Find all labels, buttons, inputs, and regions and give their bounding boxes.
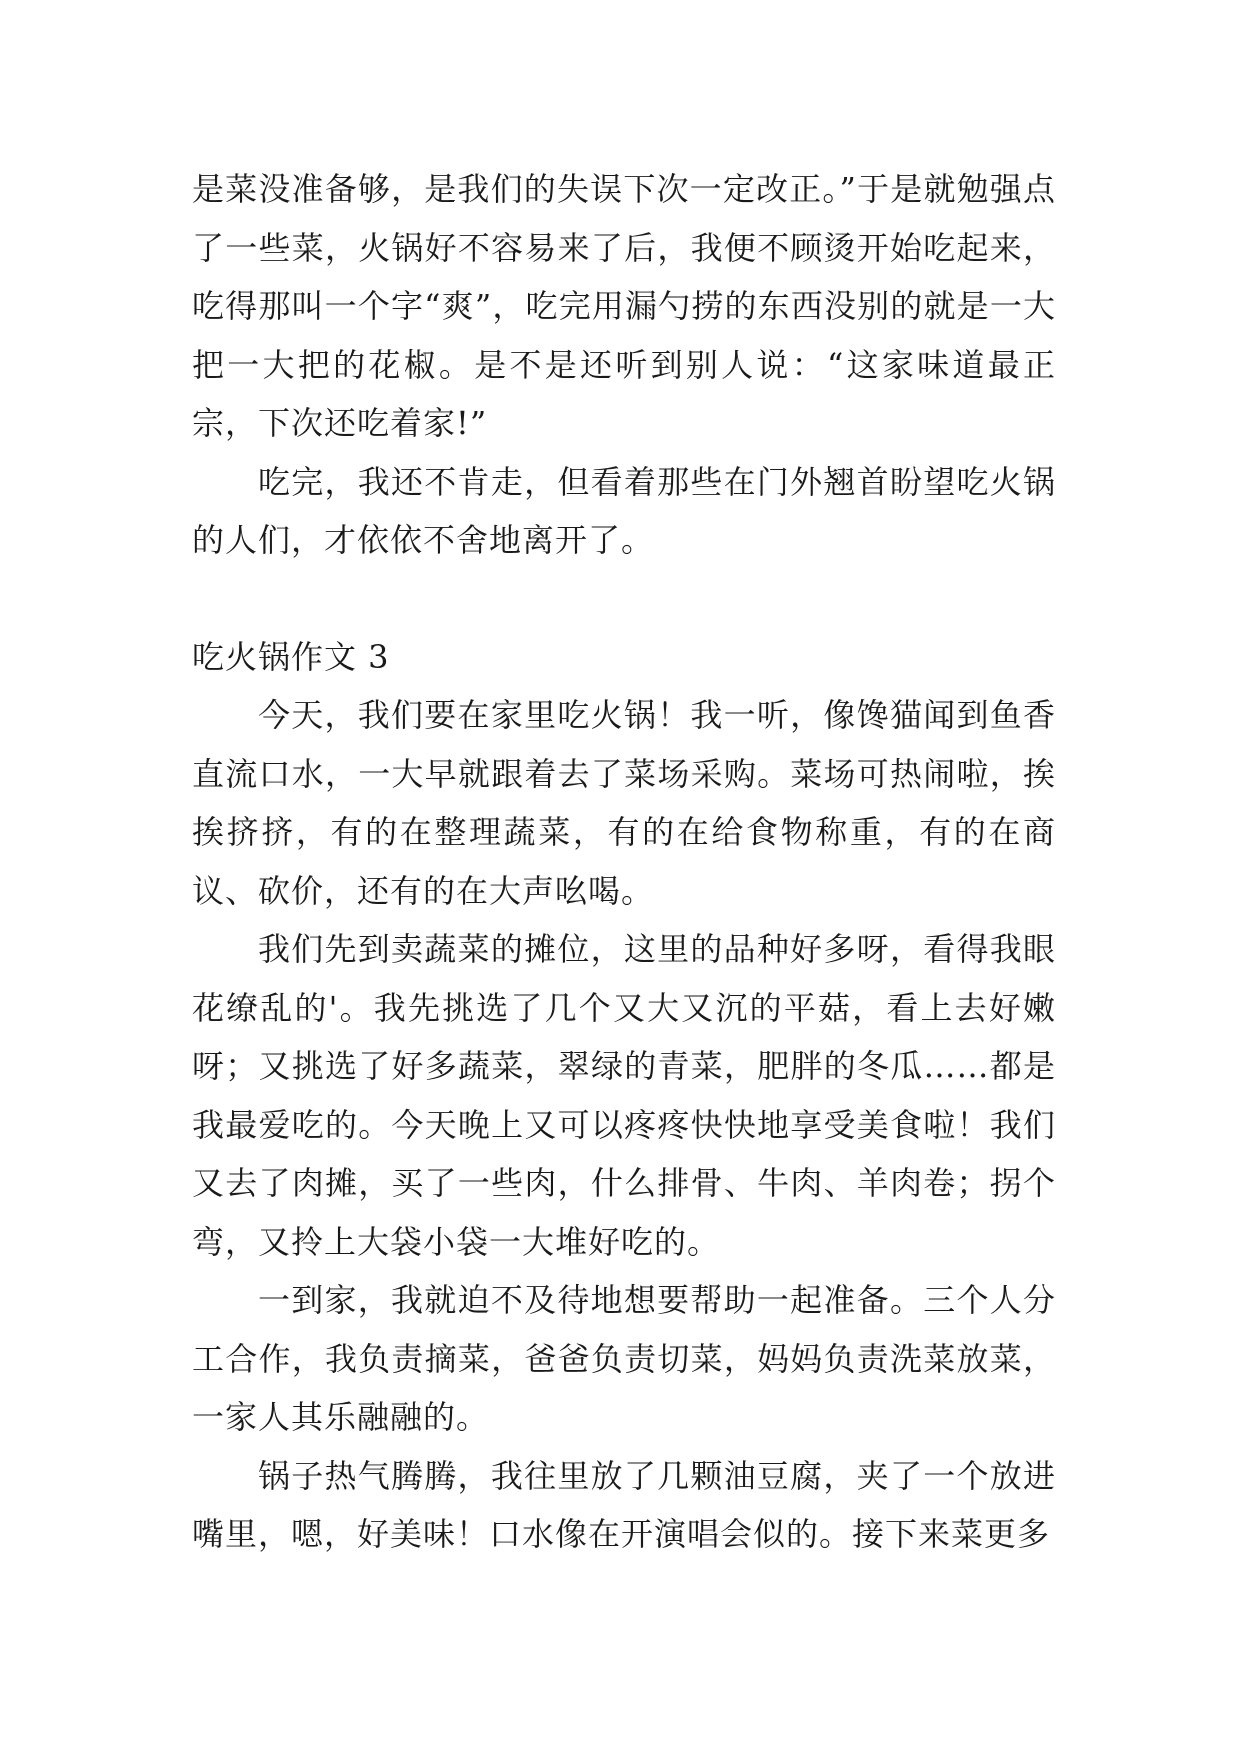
section-spacer [192,570,1056,628]
paragraph: 锅子热气腾腾，我往里放了几颗油豆腐，夹了一个放进嘴里，嗯，好美味！口水像在开演唱会似的。接下来菜更多 [192,1456,1056,1553]
paragraph: 今天，我们要在家里吃火锅！我一听，像馋猫闻到鱼香直流口水，一大早就跟着去了菜场采购。菜场可热闹啦，挨挨挤挤，有的在整理蔬菜，有的在给食物称重，有的在商议、砍价，还有的在大声吆喝。 [192,696,1056,910]
document-body [192,160,1056,1564]
paragraph: 一到家，我就迫不及待地想要帮助一起准备。三个人分工合作，我负责摘菜，爸爸负责切菜，妈妈负责洗菜放菜，一家人其乐融融的。 [192,1281,1056,1436]
paragraph-continuation: 是菜没准备够，是我们的失误下次一定改正。”于是就勉强点了一些菜，火锅好不容易来了后，我便不顾烫开始吃起来，吃得那叫一个字“爽”，吃完用漏勺捞的东西没别的就是一大把一大把的花椒。是不是还听到别人说：“这家味道最正宗，下次还吃着家!” [192,170,1056,442]
paragraph: 吃完，我还不肯走，但看着那些在门外翘首盼望吃火锅的人们，才依依不舍地离开了。 [192,462,1056,559]
section-title: 吃火锅作文 3 [192,637,390,676]
paragraph: 我们先到卖蔬菜的摊位，这里的品种好多呀，看得我眼花缭乱的'。我先挑选了几个又大又沉的平菇，看上去好嫩呀；又挑选了好多蔬菜，翠绿的青菜，肥胖的冬瓜……都是我最爱吃的。今天晚上又可以疼疼快快地享受美食啦！我们又去了肉摊，买了一些肉，什么排骨、牛肉、羊肉卷；拐个弯，又拎上大袋小袋一大堆好吃的。 [192,930,1056,1261]
